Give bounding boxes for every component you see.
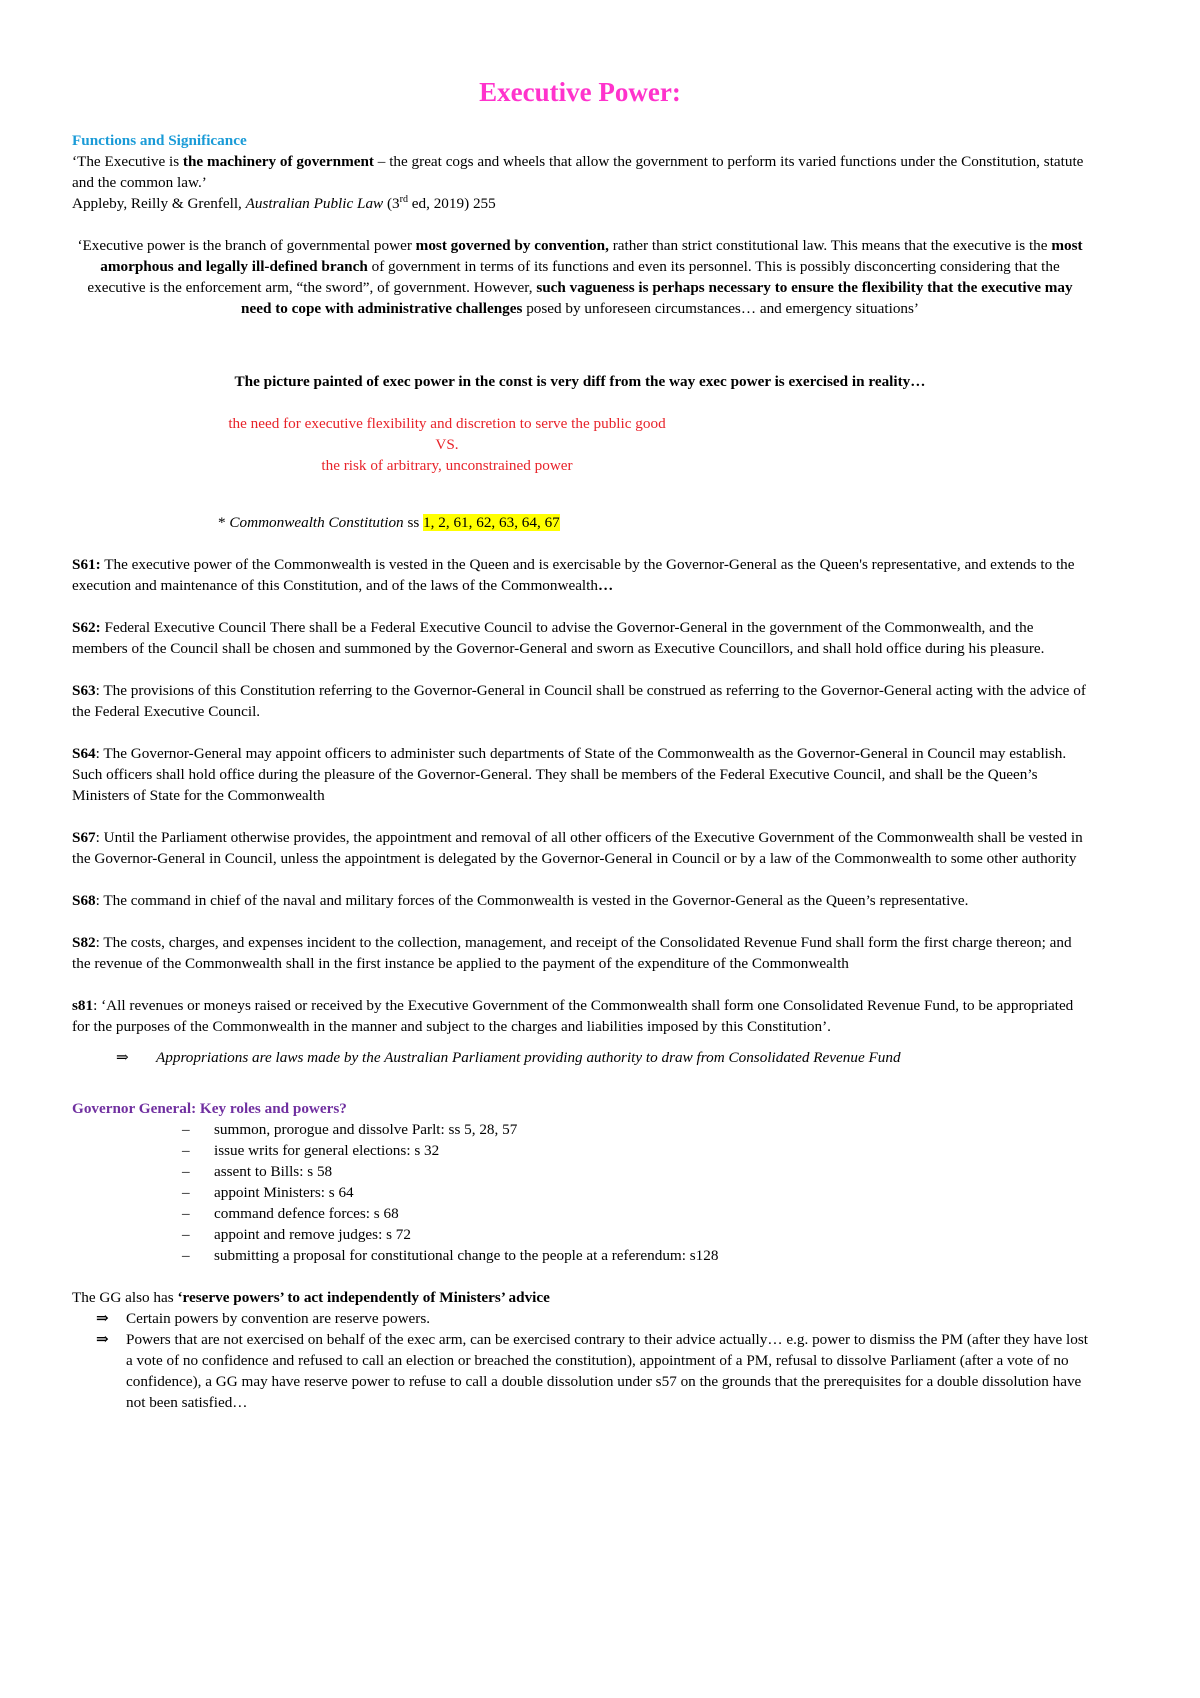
quote-emphasis: the machinery of government (182, 153, 374, 170)
picture-statement: The picture painted of exec power in the const is very diff from the way exec power is exercised in reality… (234, 373, 926, 390)
citation-text: (3 (383, 195, 400, 212)
dash-icon: – (182, 1121, 190, 1138)
dash-icon: – (182, 1142, 190, 1159)
section-s81 (72, 995, 1088, 1037)
citation-superscript: rd (399, 193, 408, 205)
machinery-quote (72, 151, 1088, 193)
appropriation-text: Appropriations are laws made by the Australian Parliament providing authority to draw from Consolidated Revenue Fund (156, 1049, 901, 1066)
section-text: : ‘All revenues or moneys raised or received by the Executive Government of the Commonwealth shall form one Consolidated Revenue Fund, to be appropriated for the purposes of the Commonwealth in the manner and subject to the charges and liabilities imposed by this Constitution’. (72, 997, 1074, 1035)
gg-powers-list (72, 1119, 1088, 1266)
list-item (96, 1308, 1088, 1329)
dash-icon: – (182, 1226, 190, 1243)
section-label: S82 (72, 934, 96, 951)
quote-emphasis: such vagueness is perhaps necessary to ensure the flexibility that the executive may need to cope with administrative challenges (241, 279, 1073, 317)
section-label: s81 (72, 997, 94, 1014)
quote-text: rather than strict constitutional law. This means that the executive is the (608, 237, 1052, 254)
list-item (182, 1161, 1088, 1182)
dash-icon: – (182, 1205, 190, 1222)
appropriation-note (72, 1047, 1088, 1068)
section-s67 (72, 827, 1088, 869)
quote-emphasis: most amorphous and legally ill-defined branch (100, 237, 1083, 275)
sections-list (72, 554, 1088, 1037)
section-text: : Until the Parliament otherwise provides, the appointment and removal of all other officers of the Executive Government of the Commonwealth shall be vested in the Governor-General in Council, unless the appointment is delegated by the Governor-General in Council or by a law of the Commonwealth to some other authority (72, 829, 1083, 867)
section-ellipsis: … (597, 577, 614, 594)
constitution-reference (72, 512, 1088, 533)
section-s68 (72, 890, 1088, 911)
citation (72, 193, 1088, 214)
quote-text: ‘The Executive is (72, 153, 183, 170)
list-item-text: appoint and remove judges: s 72 (214, 1226, 411, 1243)
quote-emphasis: most governed by convention, (415, 237, 609, 254)
list-item (182, 1224, 1088, 1245)
section-label: S61: (72, 556, 101, 573)
dash-icon: – (182, 1247, 190, 1264)
page-title: Executive Power: (479, 77, 681, 107)
section-s61 (72, 554, 1088, 596)
list-item-text: summon, prorogue and dissolve Parlt: ss 5, 28, 57 (214, 1121, 518, 1138)
list-item (182, 1203, 1088, 1224)
section-s82 (72, 932, 1088, 974)
list-item-text: command defence forces: s 68 (214, 1205, 399, 1222)
executive-power-quote (72, 235, 1088, 319)
list-item-text: Powers that are not exercised on behalf of the exec arm, can be exercised contrary to their advice actually… e.g. power to dismiss the PM (after they have lost a vote of no confidence and refused to call an election or breached the constitution), appointment of a PM, refusal to dissolve Parliament (after a vote of no confidence), a GG may have reserve power to refuse to call a double dissolution under s57 on the grounds that the prerequisites for a double dissolution have not been satisfied… (126, 1331, 1088, 1411)
section-s64 (72, 743, 1088, 806)
list-item-text: issue writs for general elections: s 32 (214, 1142, 440, 1159)
list-item-text: appoint Ministers: s 64 (214, 1184, 354, 1201)
section-label: S62: (72, 619, 101, 636)
list-item-text: Certain powers by convention are reserve powers. (126, 1310, 431, 1327)
functions-section (72, 130, 1088, 214)
list-item (182, 1119, 1088, 1140)
contrast-block (72, 413, 822, 476)
section-s63 (72, 680, 1088, 722)
arrow-icon: ⇒ (116, 1049, 129, 1066)
contrast-line-1: the need for executive flexibility and discretion to serve the public good (228, 415, 666, 432)
gg-section (72, 1098, 1088, 1266)
quote-text: posed by unforeseen circumstances… and emergency situations’ (522, 300, 919, 317)
highlighted-sections: 1, 2, 61, 62, 63, 64, 67 (423, 514, 560, 531)
list-item (182, 1245, 1088, 1266)
list-item-text: submitting a proposal for constitutional change to the people at a referendum: s128 (214, 1247, 719, 1264)
gg-heading: Governor General: Key roles and powers? (72, 1100, 347, 1117)
citation-book-title: Australian Public Law (245, 195, 384, 212)
intro-text: The GG also has (72, 1289, 178, 1306)
section-text: : The command in chief of the naval and military forces of the Commonwealth is vested in the Governor-General as the Queen’s representative. (95, 892, 969, 909)
reserve-powers-intro (72, 1287, 1088, 1308)
list-item (182, 1140, 1088, 1161)
arrow-icon: ⇒ (96, 1310, 109, 1327)
section-label: S68 (72, 892, 96, 909)
list-item-text: assent to Bills: s 58 (214, 1163, 333, 1180)
section-label: S67 (72, 829, 96, 846)
citation-text: ed, 2019) 255 (407, 195, 496, 212)
section-text: : The costs, charges, and expenses incident to the collection, management, and receipt of the Consolidated Revenue Fund shall form the first charge thereon; and the revenue of the Commonwealth shall in the first instance be applied to the payment of the expenditure of the Commonwealth (72, 934, 1072, 972)
quote-text: of government in terms of its functions and even its personnel. This is possibly disconcerting considering that the executive is the enforcement arm, “the sword”, of government. However, (87, 258, 1060, 296)
list-item (96, 1329, 1088, 1413)
section-label: S64 (72, 745, 96, 762)
reference-text: ss (403, 514, 424, 531)
quote-text: – the great cogs and wheels that allow the government to perform its varied functions under the Constitution, statute and the common law.’ (72, 153, 1084, 191)
list-item (182, 1182, 1088, 1203)
dash-icon: – (182, 1163, 190, 1180)
section-text: The executive power of the Commonwealth is vested in the Queen and is exercisable by the Governor-General as the Queen's representative, and extends to the execution and maintenance of this Constitution, and of the laws of the Commonwealth (72, 556, 1075, 594)
section-text: : The Governor-General may appoint officers to administer such departments of State of the Commonwealth as the Governor-General in Council may establish. Such officers shall hold office during the pleasure of the Governor-General. They shall be members of the Federal Executive Council, and shall be the Queen’s Ministers of State for the Commonwealth (72, 745, 1067, 804)
contrast-vs: VS. (435, 436, 459, 453)
constitution-title: Commonwealth Constitution (229, 514, 404, 531)
reserve-powers-section (72, 1287, 1088, 1413)
section-s62 (72, 617, 1088, 659)
reserve-powers-list (72, 1308, 1088, 1413)
quote-text: ‘Executive power is the branch of governmental power (77, 237, 416, 254)
section-text: : The provisions of this Constitution referring to the Governor-General in Council shall be construed as referring to the Governor-General acting with the advice of the Federal Executive Council. (72, 682, 1086, 720)
bullet-star: * (218, 514, 230, 531)
contrast-line-2: the risk of arbitrary, unconstrained power (321, 457, 573, 474)
functions-heading: Functions and Significance (72, 132, 247, 149)
dash-icon: – (182, 1184, 190, 1201)
arrow-icon: ⇒ (96, 1331, 109, 1348)
section-text: Federal Executive Council There shall be a Federal Executive Council to advise the Governor-General in the government of the Commonwealth, and the members of the Council shall be chosen and summoned by the Governor-General and sworn as Executive Councillors, and shall hold office during his pleasure. (72, 619, 1045, 657)
section-label: S63 (72, 682, 96, 699)
citation-authors: Appleby, Reilly & Grenfell, (72, 195, 246, 212)
intro-emphasis: ‘reserve powers’ to act independently of Ministers’ advice (177, 1289, 550, 1306)
